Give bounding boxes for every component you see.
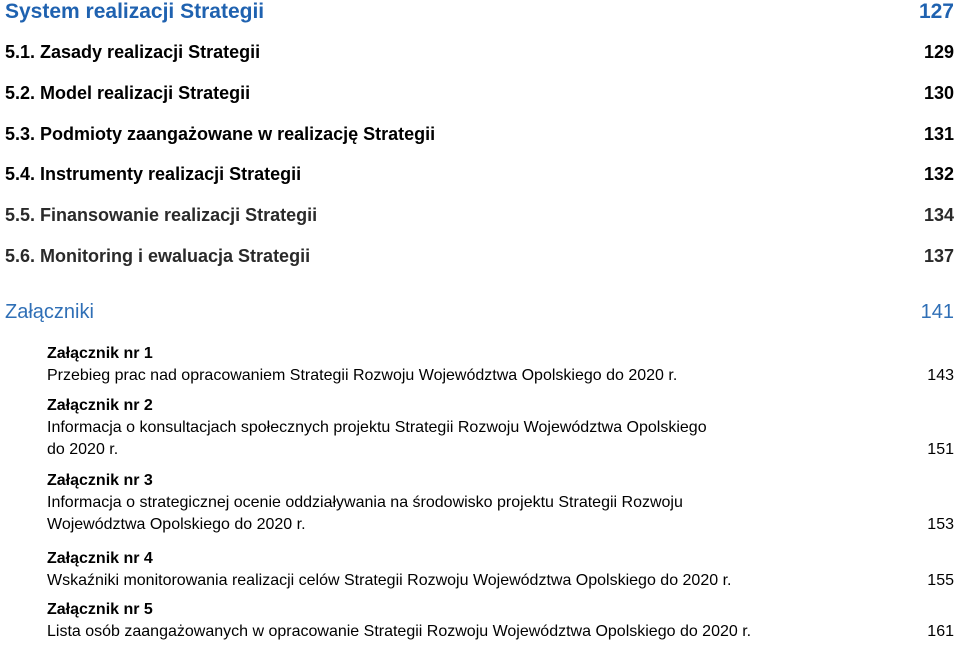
toc-entry-label: System realizacji Strategii — [5, 0, 265, 23]
attachment-line — [47, 492, 954, 514]
toc-attachment-2[interactable] — [47, 395, 954, 461]
attachment-description: Lista osób zaangażowanych w opracowanie Strategii Rozwoju Województwa Opolskiego do 2020 r. — [47, 623, 752, 640]
attachment-page: 153 — [927, 516, 954, 533]
attachment-line — [47, 417, 954, 439]
attachment-line — [47, 365, 954, 387]
toc-attachment-3[interactable] — [47, 470, 954, 536]
toc-entry-page: 130 — [923, 83, 954, 103]
toc-entry-5-6[interactable] — [5, 246, 954, 267]
toc-entry-5-3[interactable] — [5, 124, 954, 145]
toc-entry-page: 141 — [920, 301, 954, 323]
toc-attachment-1[interactable] — [47, 343, 954, 387]
toc-entry-label: 5.1. Zasady realizacji Strategii — [5, 42, 261, 62]
toc-entry-page: 127 — [918, 0, 954, 23]
toc-entry-page: 134 — [923, 205, 954, 225]
attachment-title: Załącznik nr 3 — [47, 472, 153, 489]
attachment-page: 155 — [927, 572, 954, 589]
toc-entry-page: 129 — [923, 42, 954, 62]
toc-entry-main[interactable] — [5, 0, 954, 24]
attachment-line — [47, 621, 954, 643]
attachment-title: Załącznik nr 2 — [47, 397, 153, 414]
attachment-page: 151 — [927, 441, 954, 458]
toc-entry-label: 5.6. Monitoring i ewaluacja Strategii — [5, 246, 311, 266]
toc-entry-page: 131 — [923, 124, 954, 144]
attachment-title: Załącznik nr 1 — [47, 345, 153, 362]
toc-attachment-4[interactable] — [47, 548, 954, 592]
attachment-page: 143 — [927, 367, 954, 384]
toc-entry-label: 5.4. Instrumenty realizacji Strategii — [5, 164, 302, 184]
toc-entry-5-1[interactable] — [5, 42, 954, 63]
toc-entry-label: Załączniki — [5, 301, 94, 323]
toc-entry-page: 137 — [923, 246, 954, 266]
attachment-description: Informacja o strategicznej ocenie oddziaływania na środowisko projektu Strategii Rozwoju — [47, 494, 683, 511]
attachment-description-cont: Województwa Opolskiego do 2020 r. — [47, 516, 306, 533]
attachment-title: Załącznik nr 5 — [47, 601, 153, 618]
attachment-description: Przebieg prac nad opracowaniem Strategii Rozwoju Województwa Opolskiego do 2020 r. — [47, 367, 678, 384]
toc-entry-page: 132 — [923, 164, 954, 184]
toc-attachment-5[interactable] — [47, 599, 954, 643]
attachment-line — [47, 439, 954, 461]
attachment-description: Wskaźniki monitorowania realizacji celów Strategii Rozwoju Województwa Opolskiego do 2020 r. — [47, 572, 732, 589]
toc-entry-label: 5.5. Finansowanie realizacji Strategii — [5, 205, 318, 225]
attachment-description-cont: do 2020 r. — [47, 441, 119, 458]
attachment-description: Informacja o konsultacjach społecznych projektu Strategii Rozwoju Województwa Opolskiego — [47, 419, 707, 436]
toc-entry-5-5[interactable] — [5, 205, 954, 226]
attachment-line — [47, 514, 954, 536]
toc-entry-label: 5.2. Model realizacji Strategii — [5, 83, 251, 103]
toc-entry-5-4[interactable] — [5, 164, 954, 185]
toc-entry-label: 5.3. Podmioty zaangażowane w realizację Strategii — [5, 124, 436, 144]
toc-entry-attachments[interactable] — [5, 301, 954, 324]
attachment-page: 161 — [927, 623, 954, 640]
toc-entry-5-2[interactable] — [5, 83, 954, 104]
attachment-title: Załącznik nr 4 — [47, 550, 153, 567]
attachment-line — [47, 570, 954, 592]
